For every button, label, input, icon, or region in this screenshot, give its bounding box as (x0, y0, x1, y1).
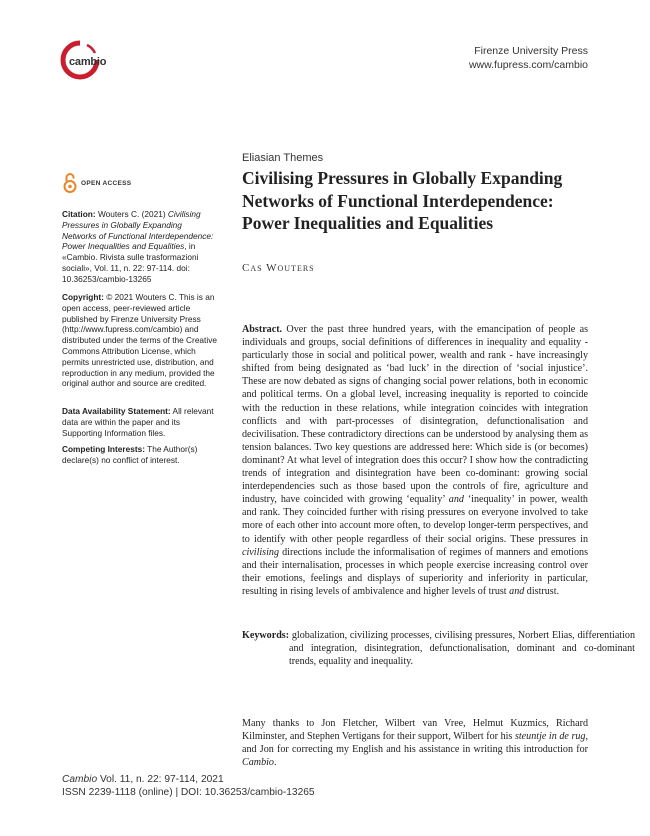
abstract-text-1: Over the past three hundred years, with the emancipation of people as individuals and groups, social definitions of differences in inequality and equality -particularly those in social and political power, wealth and rank - have increasingly shifted from being designated as ‘bad luck’ in the direction of ‘social injustice’. These are now debated as signs of changing social power relations, both in economic and political terms. On a global level, increasing inequality is reported to coincide with the reduction in these relations, while integration coincides with integration conflicts and with part-processes of disintegration, defunctionalisation and decivilisation. These contradictory directions can be understood by analysing them as tension balances. Two key questions are addressed here: Which side is (or becomes) dominant? At what level of integration does this occur? I show how the contradicting trends of integration and disintegration have been co-dominant: growing social interdependencies such as those based upon the controls of fire, agriculture and industry, have coincided with growing ‘equality’ (242, 324, 588, 506)
publisher-name: Firenze University Press (474, 45, 588, 57)
competing-interests-text: The Author(s) declare(s) no conflict of interest. (62, 444, 198, 465)
competing-interests-label: Competing Interests: (62, 444, 145, 454)
publisher-url[interactable]: www.fupress.com/cambio (468, 59, 588, 71)
abstract-emphasis-and-2: and (509, 585, 525, 597)
abstract-text-4: distrust. (524, 585, 560, 597)
data-availability-label: Data Availability Statement: (62, 406, 171, 416)
footer-issn-doi: ISSN 2239-1118 (online) | DOI: 10.36253/cambio-13265 (62, 787, 315, 798)
footer-volume: Vol. 11, n. 22: 97-114, 2021 (97, 774, 224, 785)
keywords-text: globalization, civilizing processes, civilising pressures, Norbert Elias, differentiation and integration, disintegration, defunctionalisation, dominant and co-dominant trends, equality and inequality. (289, 630, 635, 668)
open-access-badge (63, 172, 183, 196)
ack-emphasis-steuntje: steuntje in de rug (514, 731, 586, 743)
open-access-label: OPEN ACCESS (81, 180, 132, 187)
ack-text-1: Many thanks to Jon Fletcher, Wilbert van Vree, Helmut Kuzmics, Richard Kilminster, and Stephen Vertigans for their support, Wilbert for his (242, 718, 588, 743)
ack-text-3: . (273, 757, 277, 769)
citation-label: Citation: (62, 209, 96, 219)
keywords-label: Keywords: (242, 630, 290, 641)
citation-title: Civilising Pressures in Globally Expanding Networks of Functional Interdependence: Power Inequalities and Equalities (62, 209, 214, 252)
keywords (242, 629, 635, 668)
abstract (242, 323, 588, 598)
ack-text-2: , and Jon for correcting my English and his assistance in writing this introduction for (242, 731, 589, 756)
abstract-emphasis-and-1: and (448, 494, 464, 506)
copyright-block (62, 292, 218, 389)
abstract-text-3: directions include the informalisation of regimes of manners and emotions and their internalisation, processes in which people exercise increasing control over their emotions, feelings and displays of superiority and inferiority in particular, resulting in rising levels of ambivalence and higher levels of trust (242, 546, 588, 597)
competing-interests-block (62, 444, 218, 466)
logo-text: cambio (69, 56, 107, 68)
author-name: Cas Wouters (242, 262, 315, 274)
abstract-label: Abstract. (242, 324, 283, 335)
citation-venue: , in «Cambio. Rivista sulle trasformazioni sociali», Vol. 11, n. 22: 97-114. doi: 10.36253/cambio-13265 (62, 241, 199, 284)
cambio-logo (60, 40, 114, 80)
open-lock-icon (63, 172, 77, 194)
citation-block (62, 209, 218, 285)
ack-emphasis-cambio: Cambio (242, 757, 274, 769)
data-availability-block (62, 406, 218, 438)
footer (62, 773, 315, 799)
abstract-text-2: ‘inequality’ in power, wealth and rank. They coincided further with rising pressures on everyone involved to take more of each other into account more often, to develop longer-term perspectives, and to identify with other people regardless of their social origins. These pressures in (242, 494, 588, 545)
abstract-emphasis-civilising: civilising (242, 546, 280, 558)
copyright-text: © 2021 Wouters C. This is an open access, peer-reviewed article published by Firenze University Press (http://www.fupress.com/cambio) and distributed under the terms of the Creative Commons Attribution License, which permits unrestricted use, distribution, and reproduction in any medium, provided the original author and source are credited. (62, 292, 217, 389)
acknowledgement (242, 717, 588, 769)
citation-authors: Wouters C. (2021) (97, 209, 166, 219)
data-availability-text: All relevant data are within the paper and its Supporting Information files. (62, 406, 214, 438)
publisher-info (469, 44, 588, 72)
copyright-label: Copyright: (62, 292, 104, 302)
footer-journal-name: Cambio (62, 774, 98, 785)
section-label: Eliasian Themes (242, 152, 324, 164)
footer-journal-line (62, 773, 315, 786)
article-title: Civilising Pressures in Globally Expanding Networks of Functional Interdependence: Power Inequalities and Equalities (242, 168, 563, 233)
